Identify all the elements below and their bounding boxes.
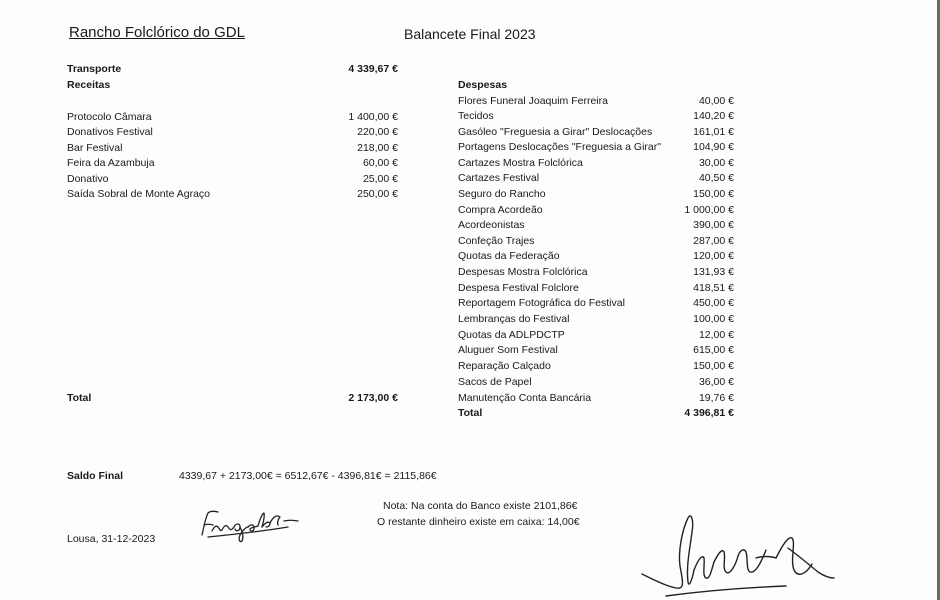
despesa-item-label: Acordeonistas <box>458 219 525 231</box>
transporte-label: Transporte <box>67 63 122 75</box>
receita-item-label: Donativos Festival <box>67 126 153 138</box>
despesa-item-label: Despesa Festival Folclore <box>458 282 579 294</box>
despesa-item-value: 150,00 € <box>693 188 734 200</box>
despesa-item-value: 161,01 € <box>693 126 734 138</box>
despesas-total-value: 4 396,81 € <box>684 407 734 419</box>
despesa-item-value: 120,00 € <box>693 250 734 262</box>
receita-item-value: 1 400,00 € <box>348 111 398 123</box>
receita-item-label: Saída Sobral de Monte Agraço <box>67 188 211 200</box>
receita-item-value: 218,00 € <box>357 142 398 154</box>
transporte-value: 4 339,67 € <box>348 63 398 75</box>
despesa-item-label: Lembranças do Festival <box>458 313 570 325</box>
despesa-item-value: 40,00 € <box>698 95 734 107</box>
receita-item-value: 25,00 € <box>362 173 398 185</box>
place-date: Lousa, 31-12-2023 <box>67 533 156 545</box>
despesa-item-value: 450,00 € <box>693 297 734 309</box>
despesa-item-value: 140,20 € <box>693 110 734 122</box>
receita-item-label: Bar Festival <box>67 142 123 154</box>
organization-title: Rancho Folclórico do GDL <box>69 24 245 41</box>
despesa-item-label: Cartazes Festival <box>458 172 540 184</box>
despesa-item-value: 30,00 € <box>698 157 734 169</box>
despesa-item-value: 100,00 € <box>693 313 734 325</box>
despesas-total-label: Total <box>458 407 483 419</box>
despesa-item-label: Compra Acordeão <box>458 204 543 216</box>
document-title: Balancete Final 2023 <box>404 26 536 42</box>
despesa-item-value: 104,90 € <box>693 141 734 153</box>
despesa-item-label: Despesas Mostra Folclórica <box>458 266 588 278</box>
despesa-item-label: Seguro do Rancho <box>458 188 546 200</box>
despesa-item-label: Tecidos <box>458 110 494 122</box>
saldo-calculation: 4339,67 + 2173,00€ = 6512,67€ - 4396,81€ = 2115,86€ <box>179 470 437 482</box>
receita-item-label: Feira da Azambuja <box>67 157 155 169</box>
despesa-item-value: 1 000,00 € <box>684 204 734 216</box>
despesa-item-label: Quotas da ADLPDCTP <box>458 329 565 341</box>
despesa-item-value: 615,00 € <box>693 344 734 356</box>
signature-left <box>198 505 302 545</box>
despesa-item-label: Reparação Calçado <box>458 360 551 372</box>
despesa-item-label: Gasóleo "Freguesia a Girar" Deslocações <box>458 126 653 138</box>
despesa-item-label: Cartazes Mostra Folclórica <box>458 157 583 169</box>
receita-item-label: Donativo <box>67 173 109 185</box>
receita-item-value: 250,00 € <box>357 188 398 200</box>
despesa-item-label: Aluguer Som Festival <box>458 344 558 356</box>
despesa-item-label: Confeção Trajes <box>458 235 535 247</box>
despesa-item-value: 12,00 € <box>698 329 734 341</box>
despesa-item-label: Reportagem Fotográfica do Festival <box>458 297 625 309</box>
receita-item-value: 220,00 € <box>357 126 398 138</box>
despesa-item-value: 287,00 € <box>693 235 734 247</box>
despesa-item-value: 390,00 € <box>693 219 734 231</box>
receitas-heading: Receitas <box>67 79 111 91</box>
note-bank: Nota: Na conta do Banco existe 2101,86€ <box>383 500 578 512</box>
despesa-item-value: 150,00 € <box>693 360 734 372</box>
despesa-item-label: Flores Funeral Joaquim Ferreira <box>458 95 608 107</box>
despesa-item-value: 418,51 € <box>693 282 734 294</box>
despesa-item-label: Sacos de Papel <box>458 376 532 388</box>
despesa-item-value: 131,93 € <box>693 266 734 278</box>
saldo-label: Saldo Final <box>67 470 124 482</box>
despesa-item-value: 36,00 € <box>698 376 734 388</box>
despesa-item-value: 19,76 € <box>698 392 734 404</box>
signature-right <box>636 508 836 600</box>
receita-item-label: Protocolo Câmara <box>67 111 152 123</box>
receita-item-value: 60,00 € <box>362 157 398 169</box>
despesa-item-label: Manutenção Conta Bancária <box>458 392 592 404</box>
despesas-heading: Despesas <box>458 79 508 91</box>
note-cash: O restante dinheiro existe em caixa: 14,00€ <box>377 516 580 528</box>
receitas-total-value: 2 173,00 € <box>348 392 398 404</box>
despesa-item-value: 40,50 € <box>698 172 734 184</box>
despesa-item-label: Quotas da Federação <box>458 250 560 262</box>
receitas-total-label: Total <box>67 392 92 404</box>
despesa-item-label: Portagens Deslocações "Freguesia a Girar" <box>458 141 661 153</box>
